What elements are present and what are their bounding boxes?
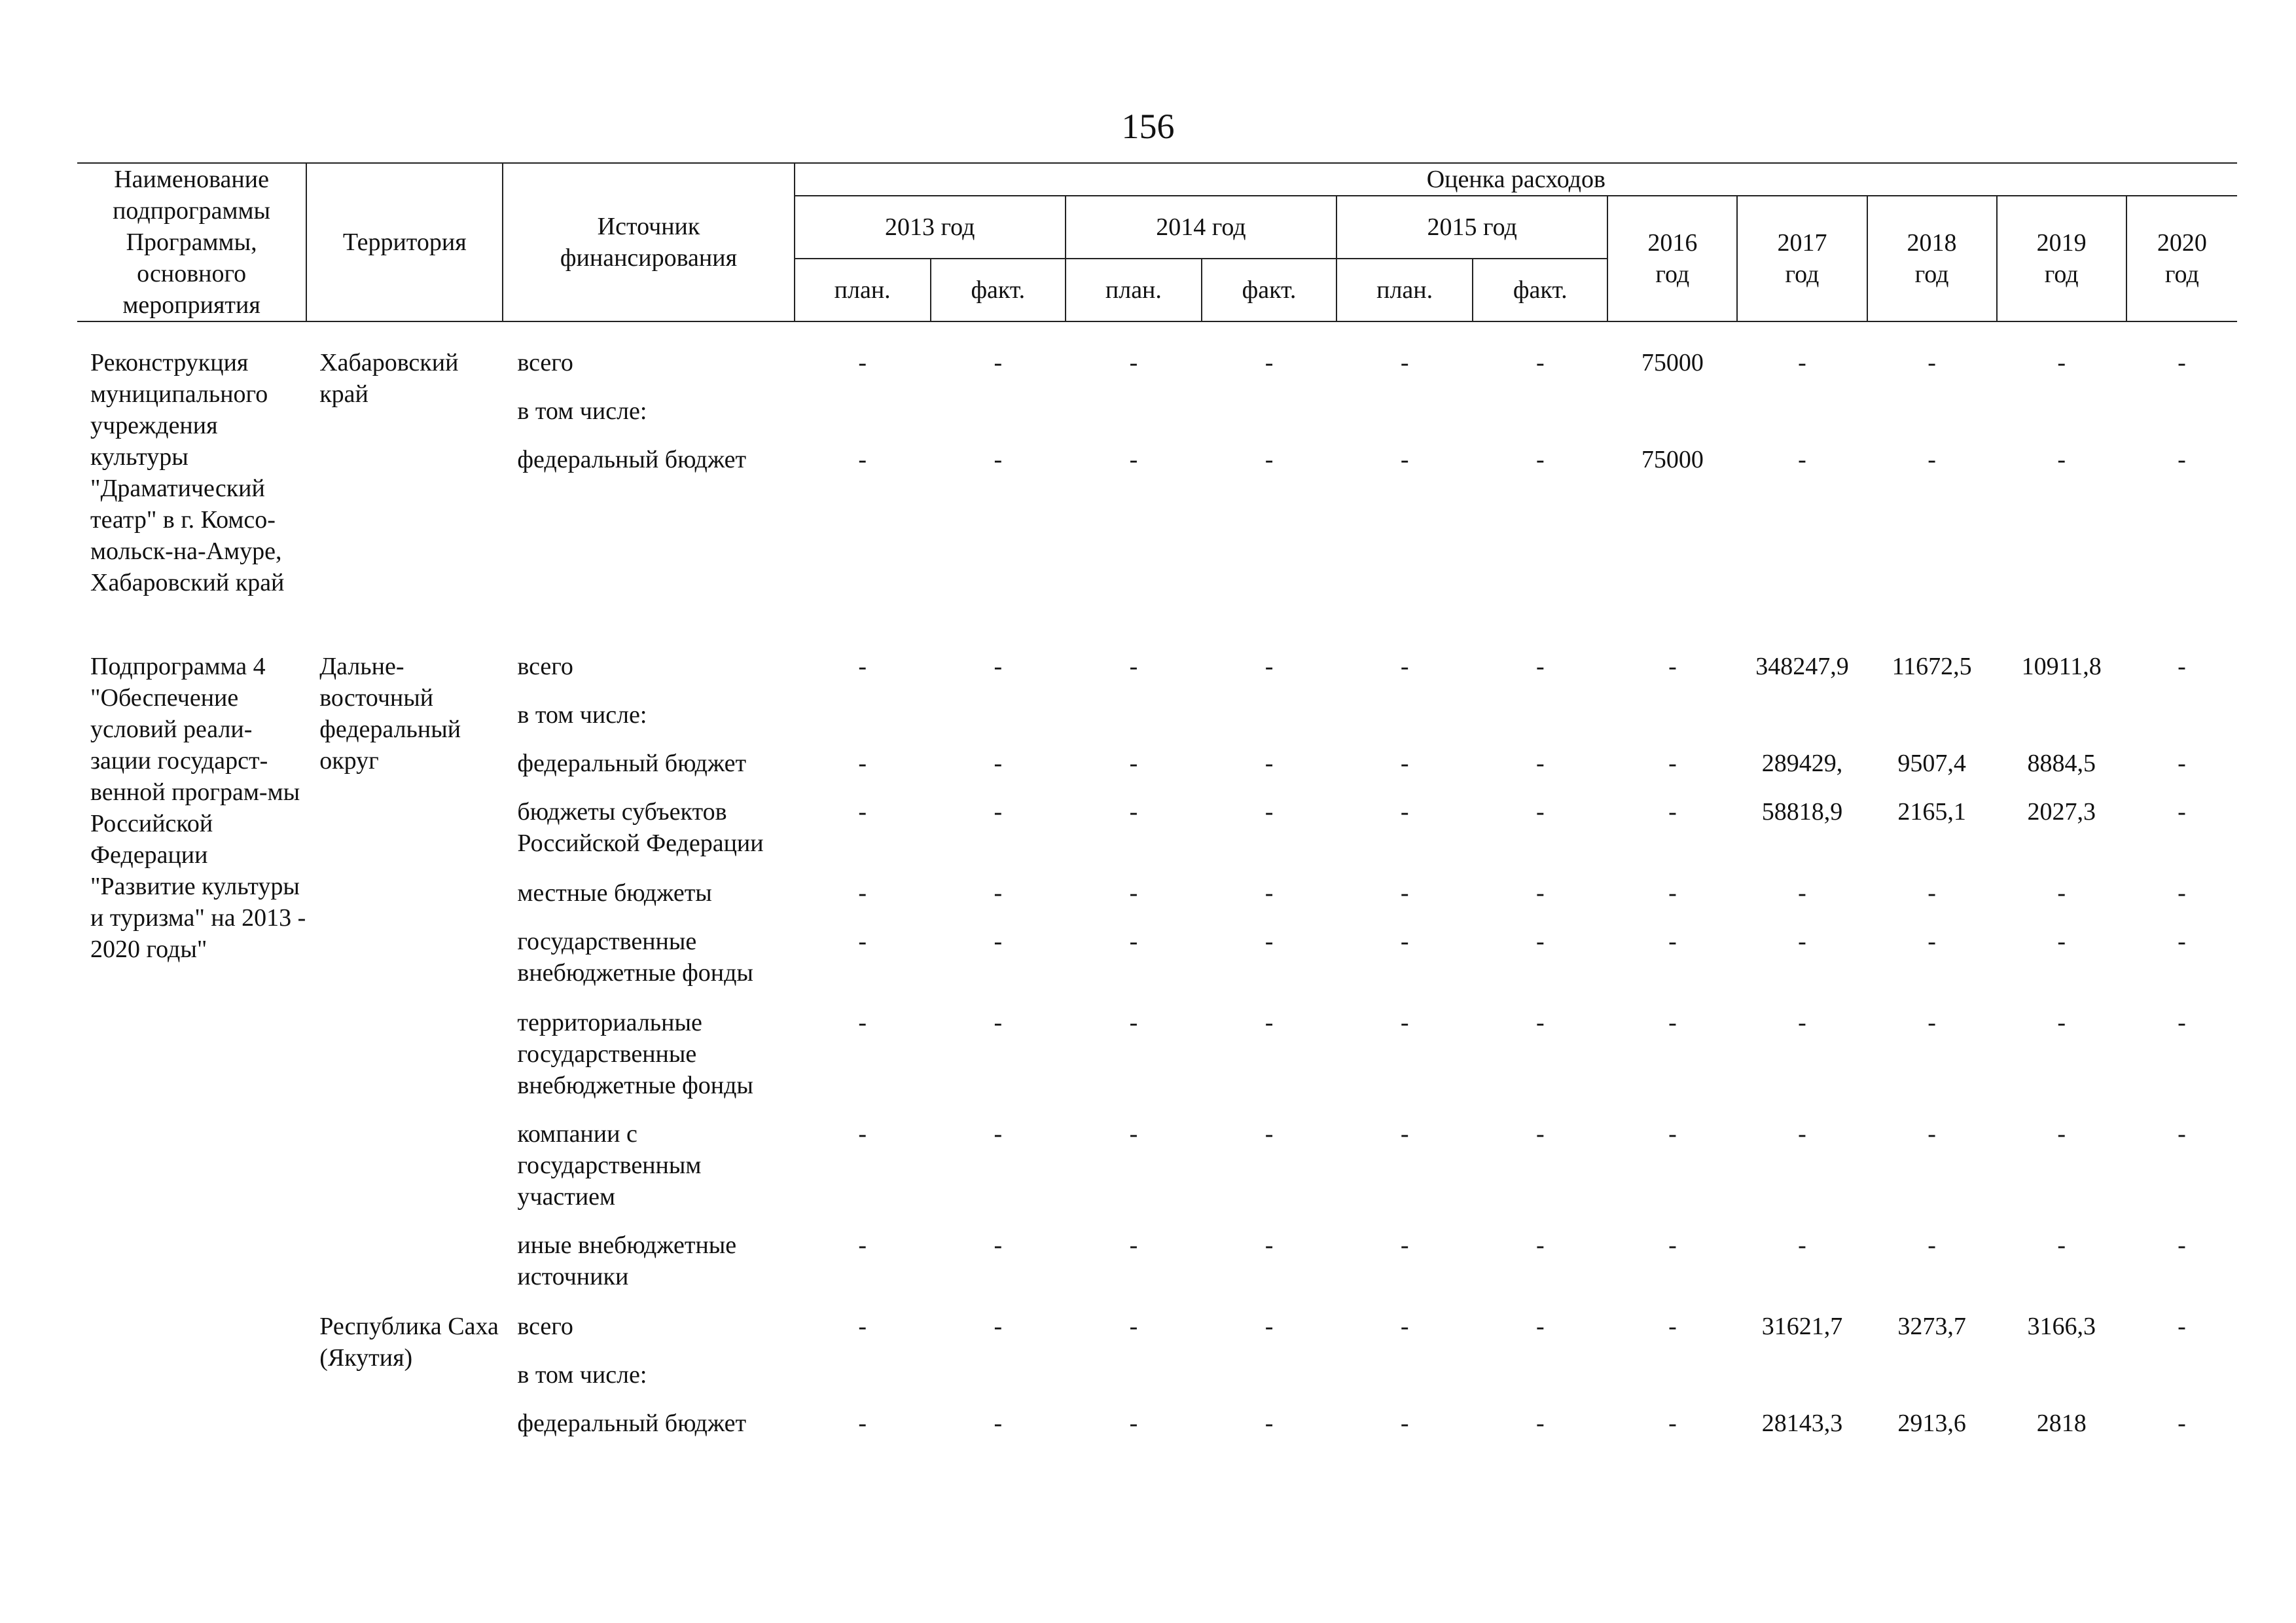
row-value: -	[1400, 1231, 1409, 1259]
row-value: -	[994, 798, 1003, 826]
row-value: 2818	[2036, 1410, 2087, 1437]
row-value: -	[1129, 928, 1138, 955]
header-plan: план.	[1336, 259, 1473, 321]
row-value: -	[858, 446, 867, 473]
header-plan: план.	[1066, 259, 1202, 321]
row-value: 9507,4	[1897, 750, 1966, 777]
row-source: федеральный бюджет	[517, 750, 747, 777]
row-value: -	[1928, 1120, 1936, 1148]
row-value: -	[2057, 928, 2066, 955]
row-value: -	[2178, 798, 2186, 826]
header-estimate: Оценка расходов	[795, 163, 2237, 196]
row-value: -	[1129, 349, 1138, 376]
row-value	[1202, 1359, 1336, 1408]
row-value: -	[994, 879, 1003, 907]
row-value: -	[1400, 1009, 1409, 1036]
row-value	[1867, 1359, 1997, 1408]
row-territory: Хабаровский край	[319, 349, 459, 408]
row-value: 58818,9	[1761, 798, 1843, 826]
row-value: -	[858, 798, 867, 826]
row-value: 2913,6	[1897, 1410, 1966, 1437]
row-value	[2126, 1359, 2237, 1408]
row-value: -	[1535, 1009, 1545, 1036]
row-source: всего	[517, 349, 573, 376]
row-value: -	[1129, 446, 1138, 473]
row-value: -	[2178, 349, 2186, 376]
row-value: -	[1668, 750, 1677, 777]
row-value: -	[2178, 1231, 2186, 1259]
row-value: -	[2057, 1009, 2066, 1036]
row-source: территориальные государственные внебюджетные фонды	[517, 1009, 753, 1099]
header-fact: факт.	[1473, 259, 1607, 321]
table-row	[77, 651, 2237, 699]
row-value	[2126, 395, 2237, 444]
row-value: 3166,3	[2027, 1313, 2096, 1340]
row-value: -	[1535, 750, 1545, 777]
row-value: -	[1535, 879, 1545, 907]
row-value: -	[2057, 879, 2066, 907]
row-value: -	[858, 1410, 867, 1437]
row-value: -	[1129, 1231, 1138, 1259]
row-value: -	[2178, 879, 2186, 907]
row-value: -	[2057, 1120, 2066, 1148]
row-value: -	[2178, 1410, 2186, 1437]
header-2016: 2016 год	[1607, 196, 1737, 321]
header-name: Наименование подпрограммы Программы, основного мероприятия	[77, 163, 306, 321]
row-value: -	[1400, 879, 1409, 907]
row-value: -	[2178, 1120, 2186, 1148]
row-value: -	[994, 1410, 1003, 1437]
row-territory: Республика Саха (Якутия)	[319, 1313, 499, 1372]
row-value: -	[1265, 798, 1274, 826]
row-value: -	[1668, 928, 1677, 955]
row-value: -	[1535, 1231, 1545, 1259]
row-value: -	[1668, 879, 1677, 907]
row-value: -	[1400, 928, 1409, 955]
row-value: -	[1265, 750, 1274, 777]
row-value: 10911,8	[2021, 653, 2102, 680]
row-value	[1066, 1359, 1202, 1408]
row-value: -	[2057, 446, 2066, 473]
row-value: -	[994, 1120, 1003, 1148]
row-value: -	[858, 1231, 867, 1259]
row-value	[1336, 1359, 1473, 1408]
row-value: -	[1668, 1120, 1677, 1148]
row-value: -	[1928, 928, 1936, 955]
row-value	[1473, 395, 1607, 444]
header-plan: план.	[795, 259, 931, 321]
row-value	[1867, 395, 1997, 444]
row-value: -	[1400, 446, 1409, 473]
row-value: -	[994, 1009, 1003, 1036]
row-value: -	[1668, 1410, 1677, 1437]
row-value: -	[1535, 1313, 1545, 1340]
row-value	[931, 1359, 1066, 1408]
row-value: -	[1265, 1009, 1274, 1036]
row-value	[931, 395, 1066, 444]
row-value: -	[1928, 1231, 1936, 1259]
row-value	[1473, 699, 1607, 748]
row-value: 75000	[1641, 349, 1704, 376]
row-value: 3273,7	[1897, 1313, 1966, 1340]
row-value	[1336, 699, 1473, 748]
row-value: -	[1928, 349, 1936, 376]
header-2018: 2018 год	[1867, 196, 1997, 321]
row-value: -	[994, 349, 1003, 376]
row-value: -	[858, 750, 867, 777]
row-value	[1202, 395, 1336, 444]
row-value: -	[1129, 879, 1138, 907]
row-value	[1867, 699, 1997, 748]
row-value: 348247,9	[1755, 653, 1849, 680]
row-value: 31621,7	[1761, 1313, 1843, 1340]
row-value: -	[1668, 1231, 1677, 1259]
row-value: -	[1400, 798, 1409, 826]
row-value: -	[1798, 879, 1806, 907]
row-value: -	[994, 1313, 1003, 1340]
row-value: -	[994, 1231, 1003, 1259]
row-value: -	[858, 879, 867, 907]
row-value	[1997, 699, 2126, 748]
row-value	[1473, 1359, 1607, 1408]
row-value: -	[2057, 349, 2066, 376]
row-value: -	[1535, 446, 1545, 473]
row-value: -	[1535, 1120, 1545, 1148]
row-value: -	[2178, 446, 2186, 473]
row-value: -	[1668, 1313, 1677, 1340]
row-value: 2165,1	[1897, 798, 1966, 826]
header-year-2013: 2013 год	[795, 196, 1066, 259]
row-value	[795, 1359, 931, 1408]
row-value: -	[1265, 1313, 1274, 1340]
row-name: Реконструкция муниципального учреждения культуры "Драматический театр" в г. Комсо-мольск-на-Амуре, Хабаровский край	[90, 349, 285, 596]
row-value: -	[1400, 653, 1409, 680]
row-value	[1066, 699, 1202, 748]
row-value: -	[1129, 1313, 1138, 1340]
row-value	[1607, 395, 1737, 444]
row-value	[1202, 699, 1336, 748]
row-value: -	[858, 1313, 867, 1340]
row-value	[1997, 395, 2126, 444]
row-value: -	[1129, 750, 1138, 777]
row-value: -	[1400, 1410, 1409, 1437]
row-value: 11672,5	[1892, 653, 1972, 680]
row-value: -	[858, 928, 867, 955]
row-value: -	[1265, 1120, 1274, 1148]
header-territory: Территория	[306, 163, 503, 321]
row-value: -	[1265, 446, 1274, 473]
header-source: Источник финансирования	[503, 163, 794, 321]
row-source: бюджеты субъектов Российской Федерации	[517, 798, 764, 857]
row-value: -	[1400, 349, 1409, 376]
row-value	[2126, 699, 2237, 748]
data-table	[77, 347, 2237, 1456]
row-source: компании с государственным участием	[517, 1120, 702, 1211]
header-2019: 2019 год	[1997, 196, 2126, 321]
row-value	[1997, 1359, 2126, 1408]
row-value: -	[1400, 1313, 1409, 1340]
row-value	[931, 699, 1066, 748]
row-value: -	[2178, 750, 2186, 777]
row-value: -	[2178, 653, 2186, 680]
row-value: -	[994, 928, 1003, 955]
row-value: -	[1535, 928, 1545, 955]
row-value: -	[1129, 798, 1138, 826]
row-source: местные бюджеты	[517, 879, 712, 907]
row-value: -	[994, 653, 1003, 680]
header-2020: 2020 год	[2126, 196, 2237, 321]
row-source: в том числе:	[517, 397, 647, 425]
row-value: -	[1798, 349, 1806, 376]
row-value: -	[1798, 1009, 1806, 1036]
header-fact: факт.	[1202, 259, 1336, 321]
row-value: -	[2178, 1009, 2186, 1036]
row-value: 75000	[1641, 446, 1704, 473]
row-value: -	[994, 446, 1003, 473]
row-value: 28143,3	[1761, 1410, 1843, 1437]
header-fact: факт.	[931, 259, 1066, 321]
row-value: -	[1668, 653, 1677, 680]
table-header	[77, 162, 2237, 322]
row-value: 289429,	[1761, 750, 1843, 777]
row-value: -	[1400, 750, 1409, 777]
row-value: -	[1265, 1231, 1274, 1259]
row-source: федеральный бюджет	[517, 1410, 747, 1437]
row-value	[1336, 395, 1473, 444]
table-row	[77, 347, 2237, 395]
row-value: -	[858, 653, 867, 680]
row-value	[1607, 699, 1737, 748]
row-source: всего	[517, 653, 573, 680]
row-value: -	[858, 1009, 867, 1036]
row-source: в том числе:	[517, 1361, 647, 1389]
row-value: -	[1668, 1009, 1677, 1036]
row-value: -	[1129, 1009, 1138, 1036]
row-source: всего	[517, 1313, 573, 1340]
row-value	[1737, 699, 1867, 748]
row-value: -	[1265, 928, 1274, 955]
row-value: -	[1798, 928, 1806, 955]
row-value: -	[1535, 349, 1545, 376]
row-value: -	[1265, 349, 1274, 376]
row-value: -	[1129, 1410, 1138, 1437]
row-value: -	[2057, 1231, 2066, 1259]
row-value: -	[1265, 1410, 1274, 1437]
page-number: 156	[1121, 107, 1175, 146]
row-name: Подпрограмма 4 "Обеспечение условий реали-зации государст-венной програм-мы Российской Федерации "Развитие культуры и туризма" на 2013 - 2020 годы"	[90, 653, 306, 963]
row-value: -	[1129, 1120, 1138, 1148]
row-value: -	[1535, 1410, 1545, 1437]
row-source: в том числе:	[517, 701, 647, 729]
row-source: иные внебюджетные источники	[517, 1231, 737, 1290]
row-value: -	[2178, 1313, 2186, 1340]
row-value	[1607, 1359, 1737, 1408]
row-value: -	[1535, 653, 1545, 680]
row-source: федеральный бюджет	[517, 446, 747, 473]
row-value: -	[1265, 653, 1274, 680]
row-value: -	[1798, 1231, 1806, 1259]
row-value	[1066, 395, 1202, 444]
row-value: -	[1928, 879, 1936, 907]
row-value: -	[1798, 446, 1806, 473]
row-value: -	[1668, 798, 1677, 826]
row-value: -	[858, 1120, 867, 1148]
row-value	[1737, 1359, 1867, 1408]
row-value: -	[1265, 879, 1274, 907]
header-year-2015: 2015 год	[1336, 196, 1607, 259]
row-territory: Дальне-восточный федеральный округ	[319, 653, 461, 775]
row-value: -	[1928, 446, 1936, 473]
row-value: -	[1129, 653, 1138, 680]
row-value: -	[1535, 798, 1545, 826]
header-2017: 2017 год	[1737, 196, 1867, 321]
row-value: -	[1400, 1120, 1409, 1148]
row-value: 8884,5	[2027, 750, 2096, 777]
row-value	[795, 395, 931, 444]
row-value: -	[1928, 1009, 1936, 1036]
row-source: государственные внебюджетные фонды	[517, 928, 753, 987]
row-value: -	[1798, 1120, 1806, 1148]
row-value: -	[994, 750, 1003, 777]
row-value: -	[858, 349, 867, 376]
row-value: -	[2178, 928, 2186, 955]
table-row	[77, 1311, 2237, 1359]
header-year-2014: 2014 год	[1066, 196, 1336, 259]
row-value: 2027,3	[2027, 798, 2096, 826]
row-value	[1737, 395, 1867, 444]
row-value	[795, 699, 931, 748]
